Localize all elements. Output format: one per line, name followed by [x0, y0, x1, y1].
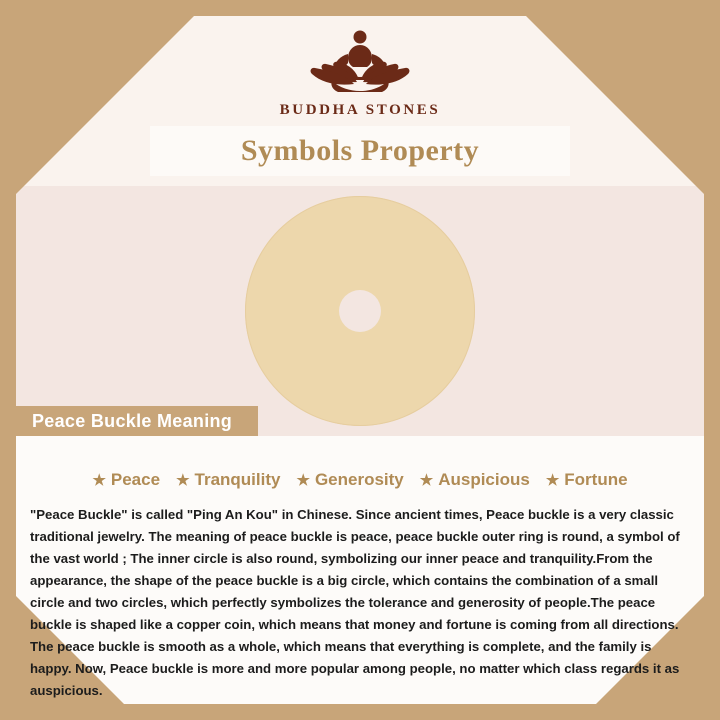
star-icon: ★ [296, 472, 310, 489]
star-icon: ★ [545, 472, 560, 489]
keyword-label: Peace [110, 470, 161, 489]
peace-buckle-disc [245, 196, 475, 426]
keyword-item [92, 470, 160, 490]
keyword-label: Fortune [564, 470, 628, 489]
description-text: "Peace Buckle" is called "Ping An Kou" in Chinese. Since ancient times, Peace buckle is a very classic traditional jewelry. The meaning of peace buckle is peace, peace buckle outer ring is round, a symbol of the vast world ; The inner circle is also round, symbolizing our inner peace and tranquility.From the appearance, the shape of the peace buckle is a big circle, which contains the combination of a small circle and two circles, which perfectly symbolizes the tolerance and generosity of people.The peace buckle is shaped like a copper coin, which means that money and fortune is coming from all directions. The peace buckle is smooth as a whole, which means that everything is complete, and the family is happy. Now, Peace buckle is more and more popular among people, no matter which class regards it as auspicious. [30, 507, 680, 698]
lotus-meditation-icon [280, 24, 440, 96]
product-image-area [16, 186, 704, 436]
title-bar [150, 126, 570, 176]
keyword-label: Tranquility [194, 470, 281, 489]
section-banner [16, 406, 258, 436]
section-label: Peace Buckle Meaning [32, 410, 233, 431]
keyword-item [296, 470, 403, 490]
keyword-label: Generosity [314, 470, 404, 489]
keyword-label: Auspicious [438, 470, 530, 489]
brand-name: BUDDHA STONES [279, 102, 441, 118]
keyword-list [16, 470, 704, 490]
brand-logo [0, 24, 720, 119]
page-title: Symbols Property [240, 134, 480, 167]
keyword-item [420, 470, 530, 490]
keyword-item [176, 470, 280, 490]
keyword-item [546, 470, 628, 490]
star-icon: ★ [92, 472, 106, 489]
disc-center-hole [339, 290, 381, 332]
star-icon: ★ [176, 472, 190, 489]
star-icon: ★ [419, 472, 434, 489]
